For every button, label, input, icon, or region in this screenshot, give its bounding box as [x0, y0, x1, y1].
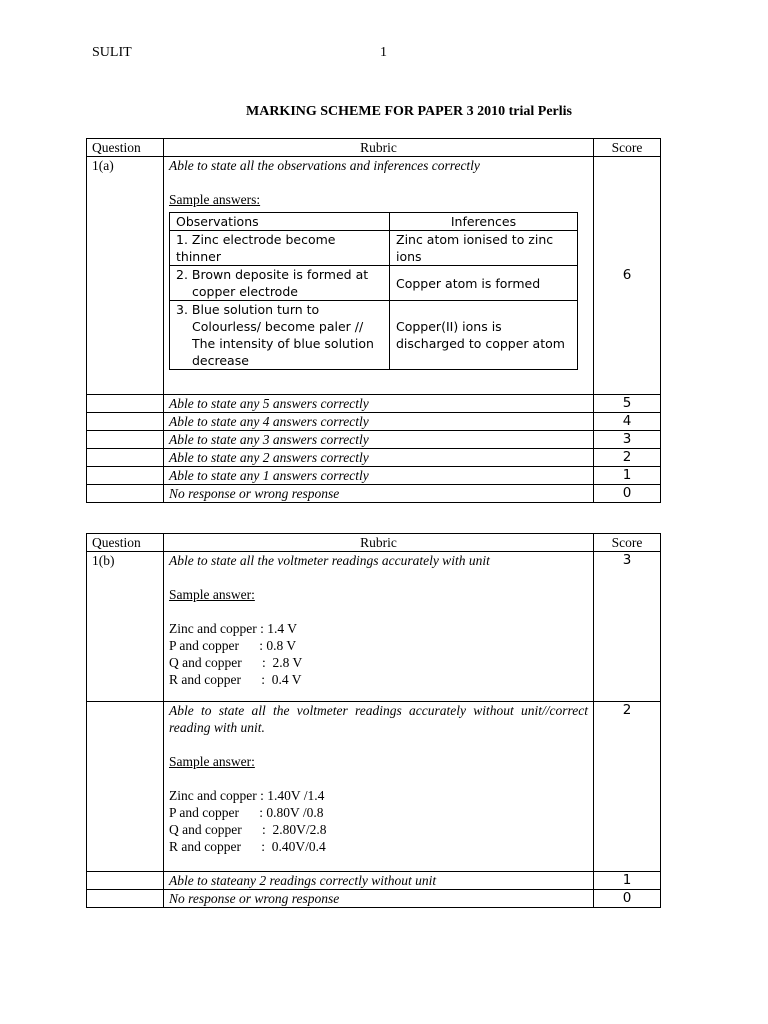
inner-row [170, 231, 578, 266]
rubric-cell [164, 702, 594, 872]
inference-cell: Copper(II) ions is discharged to copper atom [390, 301, 578, 370]
rubric-text: Able to state any 3 answers correctly [164, 431, 594, 449]
observation-cell: 1. Zinc electrode become thinner [170, 231, 390, 266]
table-header-row [87, 534, 661, 552]
sample-label: Sample answer: [169, 587, 255, 602]
header-rubric: Rubric [164, 534, 594, 552]
table-row [87, 552, 661, 702]
observation-cell: 2. Brown deposite is formed at copper electrode [170, 266, 390, 301]
header-question: Question [87, 139, 164, 157]
reading-line: Zinc and copper : 1.40V /1.4 [169, 788, 325, 803]
inner-row [170, 266, 578, 301]
inner-header-row [170, 213, 578, 231]
score-cell: 5 [594, 395, 661, 413]
rubric-text: Able to state all the voltmeter readings accurately without unit//correct reading with unit. [169, 703, 588, 735]
table-row [87, 449, 661, 467]
inference-cell: Copper atom is formed [390, 266, 578, 301]
score-cell: 6 [594, 157, 661, 395]
inference-cell: Zinc atom ionised to zinc ions [390, 231, 578, 266]
rubric-text: Able to state any 4 answers correctly [164, 413, 594, 431]
table-row [87, 413, 661, 431]
table-row [87, 702, 661, 872]
header-score: Score [594, 534, 661, 552]
question-number: 1(b) [87, 552, 164, 702]
reading-line: P and copper : 0.8 V [169, 638, 297, 653]
question-number: 1(a) [87, 157, 164, 395]
reading-line: Q and copper : 2.80V/2.8 [169, 822, 327, 837]
header-score: Score [594, 139, 661, 157]
observations-table [169, 212, 578, 370]
table-row [87, 485, 661, 503]
rubric-text: No response or wrong response [164, 485, 594, 503]
rubric-text: Able to stateany 2 readings correctly without unit [164, 872, 594, 890]
header-question: Question [87, 534, 164, 552]
score-cell: 1 [594, 872, 661, 890]
page-number: 1 [380, 45, 387, 60]
rubric-text: Able to state all the observations and inferences correctly [169, 158, 480, 173]
table-row [87, 157, 661, 395]
rubric-cell [164, 157, 594, 395]
marking-table-1a [86, 138, 661, 503]
score-cell: 4 [594, 413, 661, 431]
score-cell: 2 [594, 702, 661, 872]
header-rubric: Rubric [164, 139, 594, 157]
document-title: MARKING SCHEME FOR PAPER 3 2010 trial Perlis [246, 104, 572, 119]
table-header-row [87, 139, 661, 157]
rubric-text: Able to state all the voltmeter readings accurately with unit [169, 553, 490, 568]
header-observations: Observations [170, 213, 390, 231]
observation-cell: 3. Blue solution turn to Colourless/ become paler // The intensity of blue solution decrease [170, 301, 390, 370]
score-cell: 1 [594, 467, 661, 485]
header-inferences: Inferences [390, 213, 578, 231]
reading-line: Zinc and copper : 1.4 V [169, 621, 297, 636]
reading-line: Q and copper : 2.8 V [169, 655, 303, 670]
table-row [87, 431, 661, 449]
table-row [87, 395, 661, 413]
score-cell: 2 [594, 449, 661, 467]
sample-label: Sample answers: [169, 192, 261, 207]
rubric-cell [164, 552, 594, 702]
rubric-text: Able to state any 5 answers correctly [164, 395, 594, 413]
reading-line: P and copper : 0.80V /0.8 [169, 805, 324, 820]
sample-label: Sample answer: [169, 754, 255, 769]
table-row [87, 872, 661, 890]
rubric-text: Able to state any 1 answers correctly [164, 467, 594, 485]
score-cell: 0 [594, 890, 661, 908]
score-cell: 3 [594, 552, 661, 702]
rubric-text: No response or wrong response [164, 890, 594, 908]
header-sulit: SULIT [92, 45, 132, 60]
marking-table-1b [86, 533, 661, 908]
table-row [87, 890, 661, 908]
inner-row [170, 301, 578, 370]
table-row [87, 467, 661, 485]
rubric-text: Able to state any 2 answers correctly [164, 449, 594, 467]
reading-line: R and copper : 0.40V/0.4 [169, 839, 326, 854]
score-cell: 0 [594, 485, 661, 503]
reading-line: R and copper : 0.4 V [169, 672, 302, 687]
score-cell: 3 [594, 431, 661, 449]
